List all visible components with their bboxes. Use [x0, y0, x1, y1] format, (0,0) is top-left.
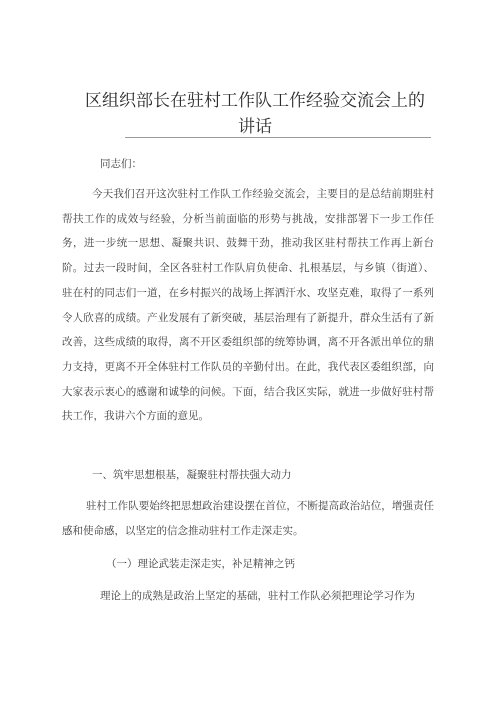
document-title: 区组织部长在驻村工作队工作经验交流会上的讲话 — [85, 91, 425, 137]
paragraph-subsection-1: 理论上的成熟是政治上坚定的基础，驻村工作队必须把理论学习作为 — [100, 590, 415, 602]
paragraph-intro: 今天我们召开这次驻村工作队工作经验交流会，主要目的是总结前期驻村帮扶工作的成效与经验，分析当前面临的形势与挑战，安排部署下一步工作任务，进一步统一思想、凝聚共识、鼓舞干劲，推动我区驻村帮扶工作再上新台阶。过去一段时间，全区各驻村工作队肩负使命、扎根基层，与乡镇（街道）、驻在村的同志们一道，在乡村振兴的战场上挥洒汗水、攻坚克难，取得了一系列令人欣喜的成绩。产业发展有了新突破，基层治理有了新提升，群众生活有了新改善，这些成绩的取得，离不开区委组织部的统筹协调，离不开各派出单位的鼎力支持，更离不开全体驻村工作队员的辛勤付出。在此，我代表区委组织部，向大家表示衷心的感谢和诚挚的问候。下面，结合我区实际，就进一步做好驻村帮扶工作，我讲六个方面的意见。 — [62, 188, 434, 423]
greeting: 同志们： — [100, 158, 142, 170]
subsection-heading-1: （一）理论武装走深走实，补足精神之钙 — [106, 558, 295, 570]
title-underline — [125, 137, 431, 138]
title-block — [80, 88, 430, 140]
paragraph-section-1: 驻村工作队要始终把思想政治建设摆在首位，不断提高政治站位，增强责任感和使命感，以坚定的信念推动驻村工作走深走实。 — [62, 500, 434, 537]
section-heading-1: 一、筑牢思想根基，凝聚驻村帮扶强大动力 — [92, 469, 292, 481]
